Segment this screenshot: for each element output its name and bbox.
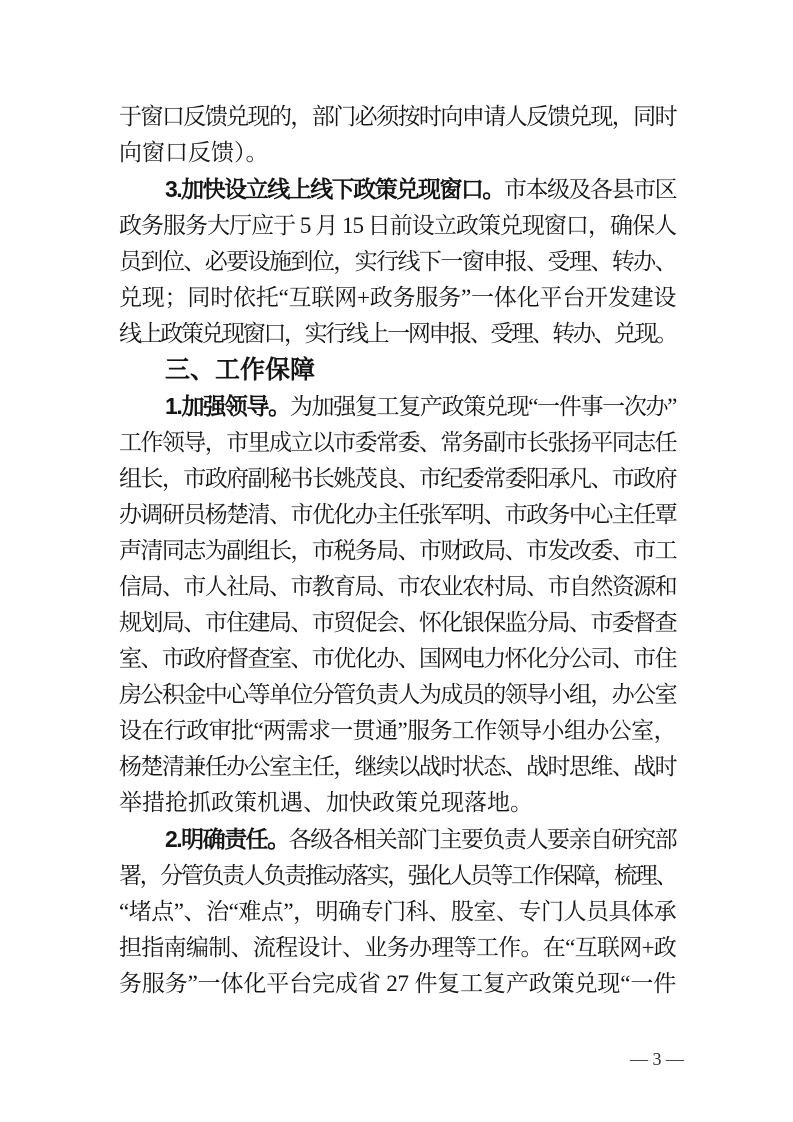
text-line xyxy=(119,497,676,533)
text-run: “堵点”、治“难点”，明确专门科、股室、专门人员具体承 xyxy=(119,899,676,924)
text-line xyxy=(119,605,676,641)
text-run: 担指南编制、流程设计、业务办理等工作。在“互联网+政 xyxy=(119,935,676,960)
text-run: 于窗口反馈兑现的，部门必须按时向申请人反馈兑现，同时 xyxy=(119,104,676,129)
text-run: 市本级及各县市区 xyxy=(503,177,677,202)
text-line xyxy=(119,713,676,749)
text-run: 各级各相关部门主要负责人要亲自研究部 xyxy=(288,827,676,852)
text-line xyxy=(119,569,676,605)
bold-run: 2.明确责任。 xyxy=(165,826,289,852)
text-line xyxy=(119,894,676,930)
text-line xyxy=(119,533,676,569)
text-line xyxy=(119,388,676,425)
text-run: 室、市政府督查室、市优化办、国网电力怀化分公司、市住 xyxy=(119,646,676,671)
text-run: 政务服务大厅应于 5 月 15 日前设立政策兑现窗口，确保人 xyxy=(119,213,676,238)
text-line xyxy=(119,966,676,1002)
text-run: 为加强复工复产政策兑现“一件事一次办” xyxy=(289,394,676,419)
text-line xyxy=(119,641,676,677)
page-number: — 3 — xyxy=(630,1049,684,1069)
text-run: 举措抢抓政策机遇、加快政策兑现落地。 xyxy=(119,790,533,815)
text-run: 组长，市政府副秘书长姚茂良、市纪委常委阳承凡、市政府 xyxy=(119,466,676,491)
text-run: 向窗口反馈）。 xyxy=(119,140,269,165)
text-run: 信局、市人社局、市教育局、市农业农村局、市自然资源和 xyxy=(119,574,676,599)
text-run: 办调研员杨楚清、市优化办主任张军明、市政务中心主任覃 xyxy=(119,502,676,527)
text-line xyxy=(119,677,676,713)
text-line xyxy=(119,425,676,461)
text-run: 杨楚清兼任办公室主任，继续以战时状态、战时思维、战时 xyxy=(119,754,676,779)
text-run: 工作领导，市里成立以市委常委、常务副市长张扬平同志任 xyxy=(119,430,676,455)
bold-run: 3.加快设立线上线下政策兑现窗口。 xyxy=(165,176,504,202)
text-line xyxy=(119,858,676,894)
text-line xyxy=(119,171,676,208)
text-line xyxy=(119,244,676,280)
text-run: 员到位、必要设施到位，实行线下一窗申报、受理、转办、 xyxy=(119,249,676,274)
text-line xyxy=(119,208,676,244)
text-run: 线上政策兑现窗口，实行线上一网申报、受理、转办、兑现。 xyxy=(119,321,676,346)
text-line xyxy=(119,749,676,785)
section-heading xyxy=(119,352,676,388)
text-line xyxy=(119,930,676,966)
text-run: 署，分管负责人负责推动落实，强化人员等工作保障，梳理、 xyxy=(119,863,676,888)
text-run: 声清同志为副组长，市税务局、市财政局、市发改委、市工 xyxy=(119,538,676,563)
text-line xyxy=(119,785,676,821)
text-line xyxy=(119,316,676,352)
text-line xyxy=(119,99,676,135)
text-run: 三、工作保障 xyxy=(165,356,316,384)
text-run: 设在行政审批“两需求一贯通”服务工作领导小组办公室， xyxy=(119,718,676,743)
text-run: 兑现；同时依托“互联网+政务服务”一体化平台开发建设 xyxy=(119,285,676,310)
text-line xyxy=(119,821,676,858)
text-run: 规划局、市住建局、市贸促会、怀化银保监分局、市委督查 xyxy=(119,610,676,635)
text-run: 房公积金中心等单位分管负责人为成员的领导小组，办公室 xyxy=(119,682,676,707)
text-line xyxy=(119,461,676,497)
text-line xyxy=(119,135,676,171)
bold-run: 1.加强领导。 xyxy=(165,393,290,419)
text-line xyxy=(119,280,676,316)
text-run: 务服务”一体化平台完成省 27 件复工复产政策兑现“一件 xyxy=(119,971,676,996)
document-body xyxy=(119,99,676,1002)
